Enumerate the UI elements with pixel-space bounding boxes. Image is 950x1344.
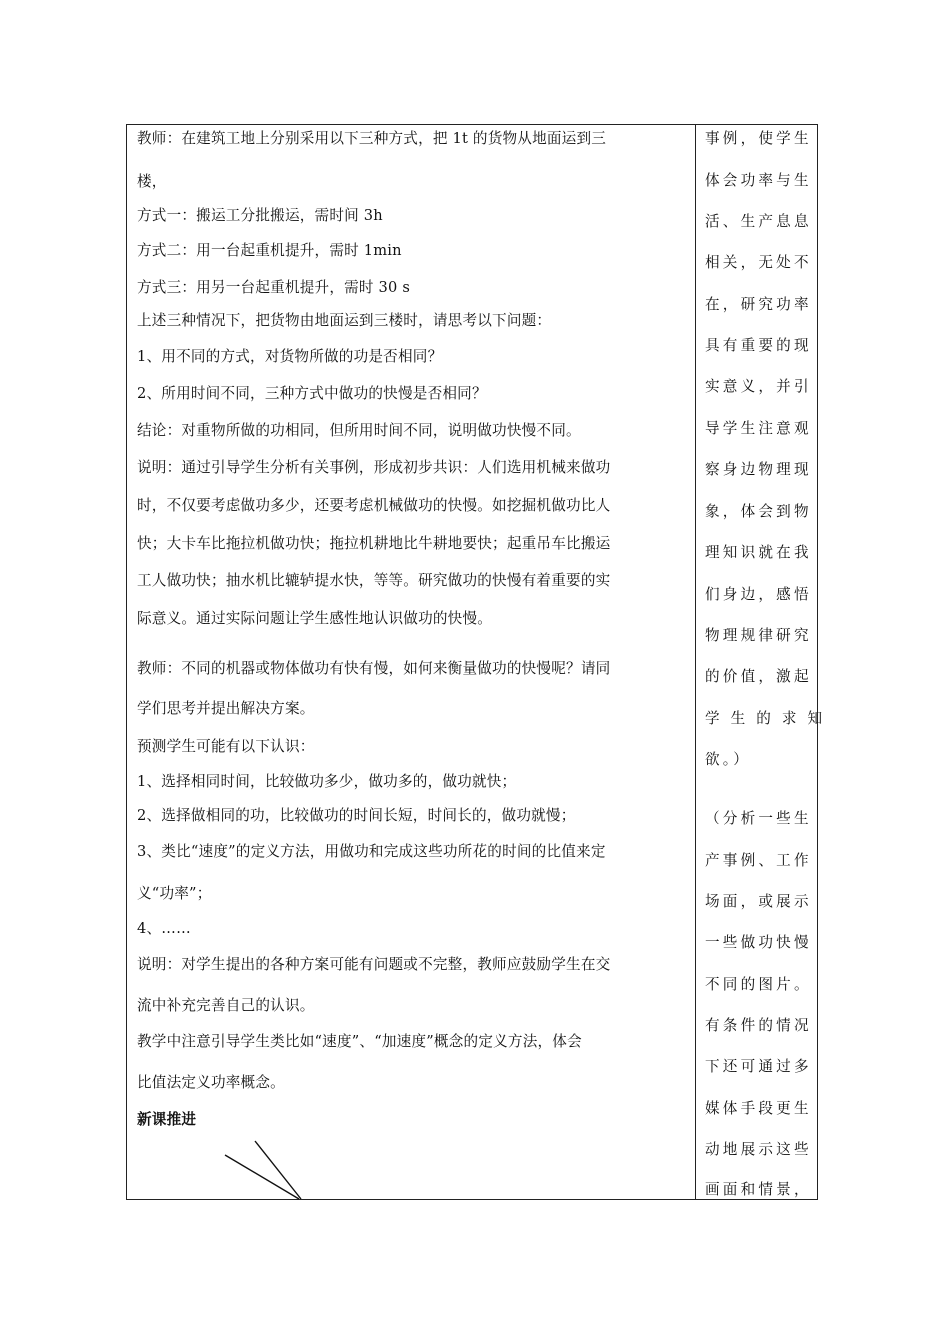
main-line-26: 比值法定义功率概念。 [137,1074,285,1091]
main-line-13: 工人做功快；抽水机比辘轳提水快，等等。研究做功的快慢有着重要的实 [137,572,611,589]
main-line-24: 流中补充完善自己的认识。 [137,997,315,1014]
side-line-20: 一些做功快慢 [705,934,812,951]
main-line-20: 3、类比“速度”的定义方法，用做功和完成这些功所花的时间的比值来定 [137,843,606,860]
main-line-14: 际意义。通过实际问题让学生感性地认识做功的快慢。 [137,610,493,627]
main-content-cell [127,125,695,1199]
side-line-18: 产事例、工作 [705,852,812,869]
side-line-19: 场面，或展示 [705,893,812,910]
section-heading: 新课推进 [137,1111,197,1128]
main-line-15: 教师：不同的机器或物体做功有快有慢，如何来衡量做功的快慢呢？请同 [137,660,611,677]
side-line-14: 的价值，激起 [705,668,812,685]
main-line-2: 楼， [137,173,167,190]
side-line-12: 们身边，感悟 [705,586,812,603]
side-line-3: 活、生产息息 [705,213,812,230]
side-line-7: 实意义，并引 [705,378,812,395]
main-line-23: 说明：对学生提出的各种方案可能有问题或不完整，教师应鼓励学生在交 [137,956,611,973]
main-line-25: 教学中注意引导学生类比如“速度”、“加速度”概念的定义方法，体会 [137,1033,582,1050]
side-note-cell [697,125,826,1199]
side-line-6: 具有重要的现 [705,337,812,354]
diagram-line-a [225,1155,299,1199]
main-line-6: 上述三种情况下，把货物由地面运到三楼时，请思考以下问题： [137,312,552,329]
side-line-16: 欲。） [705,751,752,768]
main-line-3: 方式一：搬运工分批搬运，需时间 3h [137,207,383,224]
side-line-26: 画面和情景， [705,1181,812,1198]
main-line-19: 2、选择做相同的功，比较做功的时间长短，时间长的，做功就慢； [137,807,576,824]
side-line-4: 相关，无处不 [705,254,812,271]
main-line-5: 方式三：用另一台起重机提升，需时 30 s [137,279,411,296]
side-line-2: 体会功率与生 [705,172,812,189]
main-line-1: 教师：在建筑工地上分别采用以下三种方式，把 1t 的货物从地面运到三 [137,130,607,147]
side-line-9: 察身边物理现 [705,461,812,478]
main-line-9: 结论：对重物所做的功相同，但所用时间不同，说明做功快慢不同。 [137,422,581,439]
side-line-10: 象，体会到物 [705,503,812,520]
side-line-22: 有条件的情况 [705,1017,812,1034]
side-line-21: 不同的图片。 [705,976,812,993]
main-line-8: 2、所用时间不同，三种方式中做功的快慢是否相同？ [137,385,487,402]
column-divider [695,125,696,1199]
main-line-4: 方式二：用一台起重机提升，需时 1min [137,242,402,259]
side-line-1: 事例，使学生 [705,130,812,147]
main-line-17: 预测学生可能有以下认识： [137,738,315,755]
side-line-15: 学 生 的 求 知 [705,710,826,727]
side-line-17: （分析一些生 [705,810,812,827]
main-line-22: 4、…… [137,920,191,937]
main-line-7: 1、用不同的方式，对货物所做的功是否相同？ [137,348,443,365]
main-line-11: 时，不仅要考虑做功多少，还要考虑机械做功的快慢。如挖掘机做功比人 [137,497,611,514]
main-line-10: 说明：通过引导学生分析有关事例，形成初步共识：人们选用机械来做功 [137,459,611,476]
main-line-18: 1、选择相同时间，比较做功多少，做功多的，做功就快； [137,773,517,790]
lesson-table [126,124,826,1200]
diagram-lines [217,1135,317,1205]
diagram-line-b [255,1141,301,1199]
side-line-8: 导学生注意观 [705,420,812,437]
side-line-23: 下还可通过多 [705,1058,812,1075]
side-line-5: 在，研究功率 [705,296,812,313]
main-line-21: 义“功率”； [137,885,212,902]
side-line-13: 物理规律研究 [705,627,812,644]
side-line-25: 动地展示这些 [705,1141,812,1158]
main-line-16: 学们思考并提出解决方案。 [137,700,315,717]
side-line-11: 理知识就在我 [705,544,812,561]
main-line-12: 快；大卡车比拖拉机做功快；拖拉机耕地比牛耕地要快；起重吊车比搬运 [137,535,611,552]
side-line-24: 媒体手段更生 [705,1100,812,1117]
